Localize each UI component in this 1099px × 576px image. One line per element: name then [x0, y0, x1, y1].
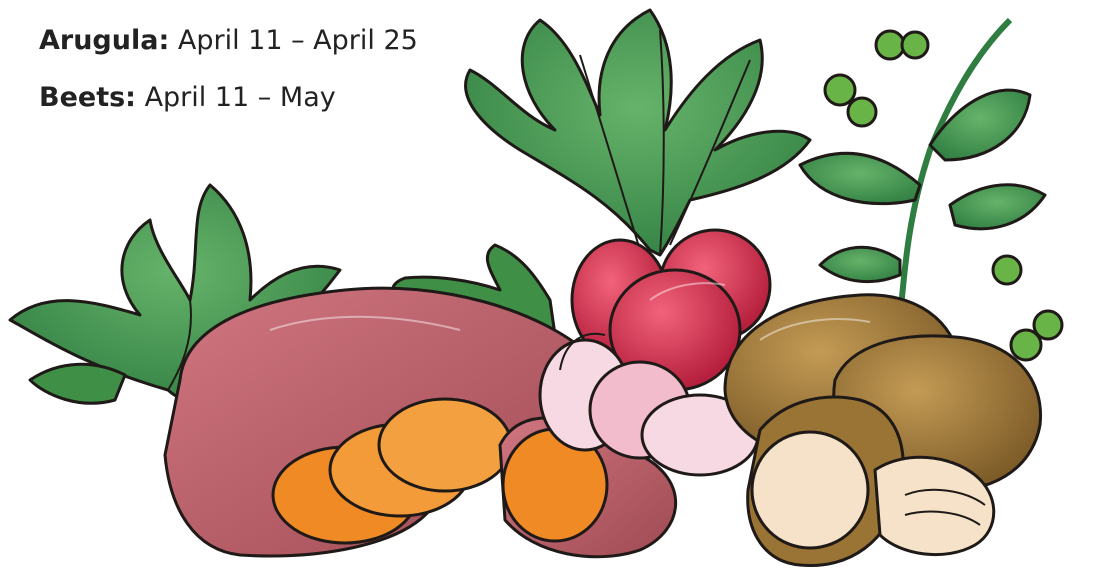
- arugula-planting-date: [39, 24, 418, 58]
- beets-dates: April 11 – May: [144, 82, 336, 113]
- potato-group: [725, 295, 1041, 566]
- arugula-dates: April 11 – April 25: [177, 25, 418, 56]
- beets-label: Beets:: [39, 82, 136, 113]
- planting-dates-list: [39, 24, 418, 138]
- beets-planting-date: [39, 81, 418, 115]
- arugula-label: Arugula:: [39, 25, 170, 56]
